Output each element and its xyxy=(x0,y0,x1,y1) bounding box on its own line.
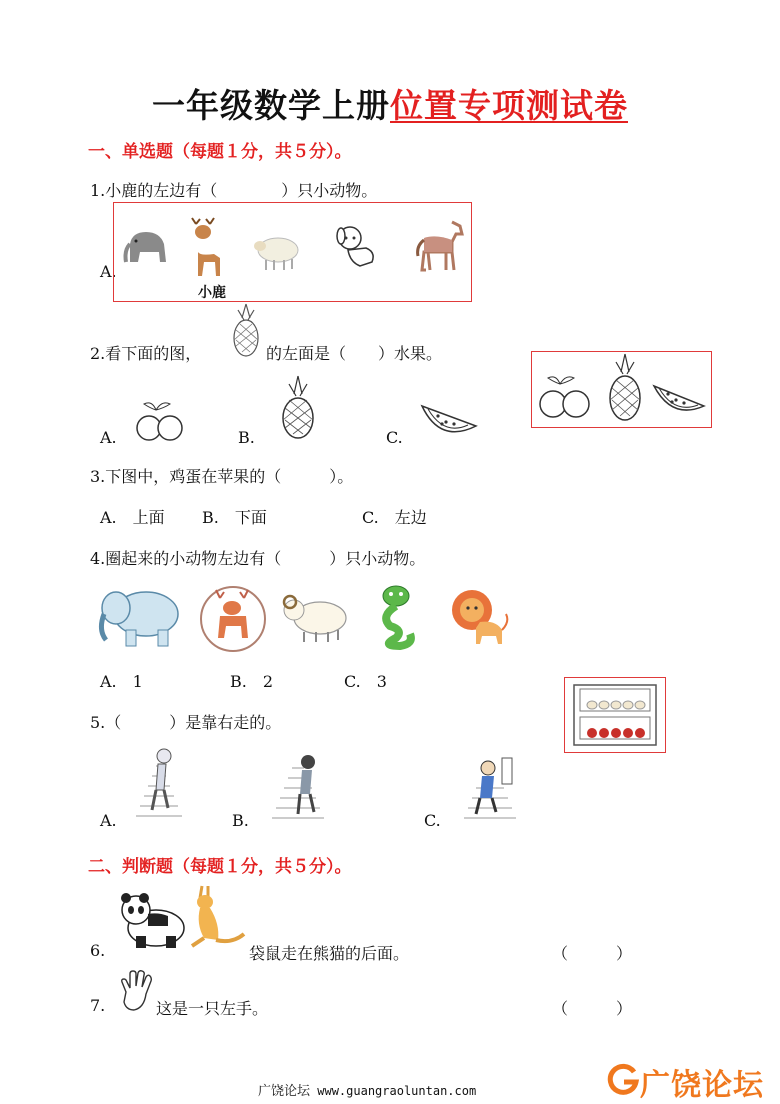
stairs-walker-icon xyxy=(270,752,326,822)
elephant-icon xyxy=(122,222,172,272)
q5-option-c: C. xyxy=(424,811,441,830)
shelf-icon xyxy=(572,683,658,747)
elephant-icon xyxy=(96,584,186,650)
plums-icon xyxy=(134,400,190,442)
q2-text-after: 的左面是（ ）水果。 xyxy=(266,344,443,363)
forum-logo-icon xyxy=(606,1062,640,1096)
watermelon-icon xyxy=(420,400,478,442)
lion-icon xyxy=(446,586,512,648)
q7-text: 这是一只左手。 xyxy=(156,999,269,1018)
stairs-walker-icon xyxy=(134,746,184,822)
footer xyxy=(258,1080,476,1099)
hand-icon xyxy=(118,970,156,1014)
q5-option-a: A. xyxy=(100,811,117,830)
snake-icon xyxy=(370,584,420,650)
q2-text-before: 2.看下面的图， xyxy=(90,344,202,363)
ram-icon xyxy=(282,590,350,646)
title-highlight: 位置专项测试卷 xyxy=(390,86,628,125)
q6-answer-blank[interactable]: （ ） xyxy=(552,944,633,963)
horse-icon xyxy=(412,218,467,273)
q3-option-c: C. 左边 xyxy=(362,508,427,527)
q3-option-a: A. 上面 xyxy=(100,508,165,527)
q1-text: 1.小鹿的左边有（ ）只小动物。 xyxy=(90,181,378,200)
deer-icon xyxy=(198,584,268,654)
pineapple-icon xyxy=(276,376,320,440)
footer-site-name: 广饶论坛 xyxy=(258,1084,311,1099)
section2-heading: 二、判断题（每题１分，共５分）。 xyxy=(88,857,352,877)
q2-option-a: A. xyxy=(100,428,117,447)
dog-icon xyxy=(330,222,380,272)
panda-icon xyxy=(118,890,188,950)
title-main: 一年级数学上册 xyxy=(152,86,390,125)
q2-option-c: C. xyxy=(386,428,403,447)
pineapple-icon xyxy=(228,304,264,358)
q7-number: 7. xyxy=(90,996,106,1015)
watermelon-icon xyxy=(652,376,706,422)
sheep-icon xyxy=(252,232,302,272)
q3-text: 3.下图中，鸡蛋在苹果的（ ）。 xyxy=(90,467,354,486)
q2-option-b: B. xyxy=(238,428,255,447)
q1-option-a: A. xyxy=(100,262,117,281)
kangaroo-icon xyxy=(188,884,246,950)
q4-option-b: B. 2 xyxy=(230,672,274,691)
plums-icon xyxy=(538,374,598,422)
forum-logo-text: 广饶论坛 xyxy=(640,1068,764,1103)
q6-number: 6. xyxy=(90,941,106,960)
q4-option-a: A. 1 xyxy=(100,672,143,691)
section1-heading: 一、单选题（每题１分，共５分）。 xyxy=(88,142,352,162)
q5-text: 5.（ ）是靠右走的。 xyxy=(90,713,282,732)
pineapple-icon xyxy=(604,354,646,422)
q1-caption-deer: 小鹿 xyxy=(198,285,226,301)
q3-option-b: B. 下面 xyxy=(202,508,267,527)
q7-answer-blank[interactable]: （ ） xyxy=(552,999,633,1018)
stairs-walker-icon xyxy=(462,754,518,822)
q6-text: 袋鼠走在熊猫的后面。 xyxy=(249,944,410,963)
q5-option-b: B. xyxy=(232,811,249,830)
footer-site-url[interactable]: www.guangraoluntan.com xyxy=(317,1084,477,1098)
q4-option-c: C. 3 xyxy=(344,672,387,691)
page-title xyxy=(0,80,780,127)
q4-text: 4.圈起来的小动物左边有（ ）只小动物。 xyxy=(90,549,426,568)
deer-icon xyxy=(186,218,231,278)
